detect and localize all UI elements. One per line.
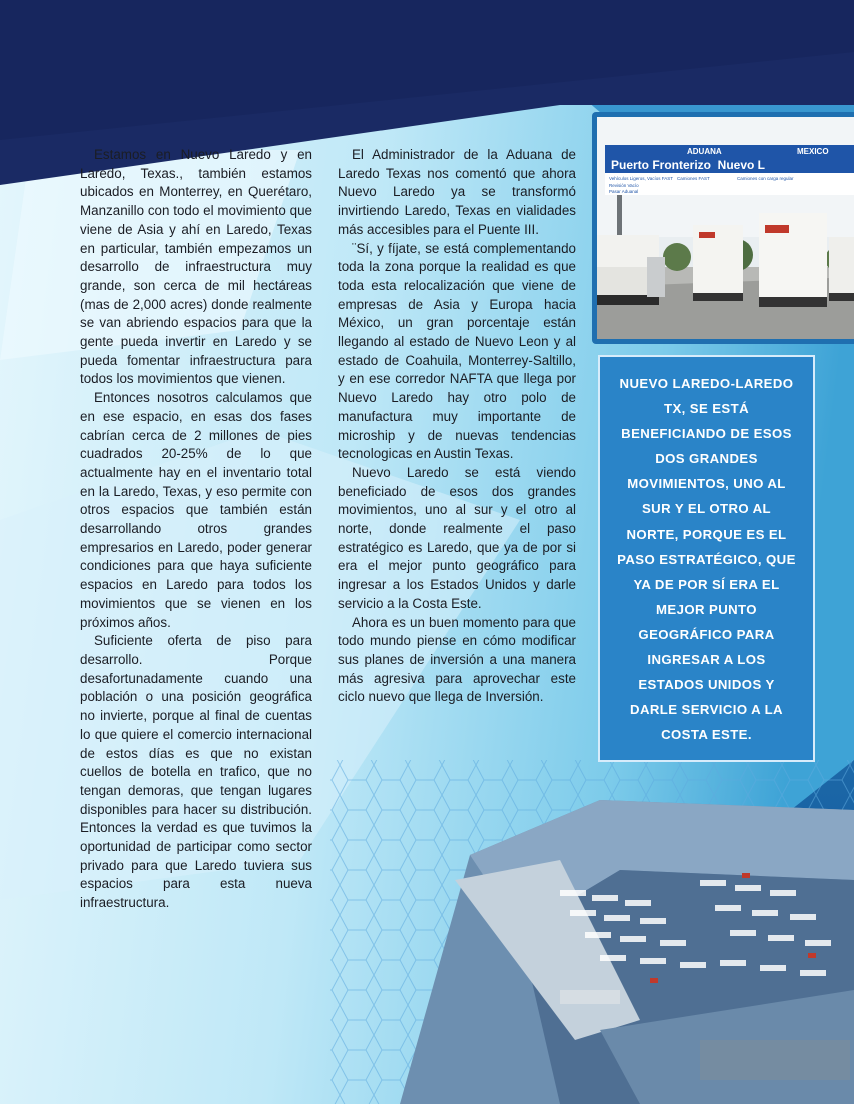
border-crossing-photo — [592, 112, 854, 344]
truck-left — [597, 235, 665, 305]
pull-quote-line: DOS GRANDES — [655, 451, 758, 467]
pull-quote-line: ESTADOS UNIDOS Y — [638, 677, 775, 693]
article-paragraph: Nuevo Laredo se está viendo beneficiado de esos dos grandes movimientos, uno al sur y el otro al norte, donde realmente el paso estratégico es Laredo, que ya de por si era el mejor punto geográfico para ingresar a los Estados Unidos y darle servicio a la Costa Este. — [338, 464, 576, 611]
pull-quote-line: NORTE, PORQUE ES EL — [626, 526, 787, 542]
sign-main: Puerto Fronterizo Nuevo L — [611, 158, 766, 172]
pull-quote-line: COSTA ESTE. — [661, 727, 752, 743]
pull-quote-line: TX, SE ESTÁ — [663, 401, 749, 417]
truck-far-right — [829, 237, 854, 301]
pull-quote-line: GEOGRÁFICO PARA — [638, 626, 775, 642]
pull-quote-line: INGRESAR A LOS — [647, 652, 766, 668]
sign-top-left: ADUANA — [687, 147, 722, 156]
sign-lane-3: Camiones con carga regular — [737, 176, 794, 181]
border-crossing-photo-image — [597, 117, 854, 339]
pull-quote-line: YA DE POR SÍ ERA EL — [633, 576, 780, 592]
pull-quote-line: SUR Y EL OTRO AL — [641, 501, 771, 517]
article-paragraph: Suficiente oferta de piso para desarrollo. Porque desafortunadamente cuando una población o una posición geográfica no invierte, porque al final de cuentas lo que quiere el comercio internacional de estos días es que no existan cuellos de botella en trafico, que no tengan demoras, que tengan lugares disponibles para hacer su distribución. Entonces la verdad es que tuvimos la oportunidad de participar como sector privado para que Laredo tuviera sus espacios para esta nueva infraestructura. — [80, 633, 312, 911]
pull-quote-line: NUEVO LAREDO-LAREDO — [619, 376, 794, 391]
sign-lane-4: Revisión Vacío — [609, 183, 639, 188]
article-left-column — [80, 146, 312, 913]
pull-quote-line: BENEFICIANDO DE ESOS — [621, 426, 792, 442]
sign-lane-2: Camiones FAST — [677, 176, 710, 181]
article-paragraph: ¨Sí, y fíjate, se está complementando toda la zona porque la realidad es que toda esta relocalización que viene de empresas de Asia y Europa hacia México, un gran porcentaje están llegando al estado de Nuevo Leon y al estado de Coahuila, Monterrey-Saltillo, y en ese corredor NAFTA que llega por Nuevo Laredo hay otro polo de manufactura muy importante de microship y de nuevas tendencias tecnologicas en Austin Texas. — [338, 240, 576, 462]
pull-quote-line: MOVIMIENTOS, UNO AL — [627, 476, 786, 492]
pull-quote-line: DARLE SERVICIO A LA — [630, 702, 783, 718]
article-paragraph: El Administrador de la Aduana de Laredo Texas nos comentó que ahora Nuevo Laredo ya se transformó invirtiendo Laredo, Texas en vialidades más accesibles para el Puente III. — [338, 147, 576, 237]
truck-right — [759, 213, 827, 307]
sign-top-right: MEXICO — [797, 147, 829, 156]
pull-quote-line: PASO ESTRATÉGICO, QUE — [617, 551, 796, 567]
pull-quote — [598, 355, 815, 762]
article-paragraph: Estamos en Nuevo Laredo y en Laredo, Texas., también estamos ubicados en Monterrey, en Querétaro, Manzanillo con todo el movimiento que viene de Asia y ahí en Laredo, Texas en particular, también empezamos un desarrollo de infraestructura muy grande, son cerca de mil hectáreas (mas de 2,000 acres) donde realmente se van abriendo espacios para que la gente pueda invertir en Laredo y se pueda fomentar infraestructura para todos los movimientos que vienen. — [80, 147, 312, 387]
article-paragraph: Ahora es un buen momento para que todo mundo piense en cómo modificar sus planes de inversión a una manera más agresiva para aprovechar este ciclo nuevo que llega de Inversión. — [338, 614, 576, 705]
article-paragraph: Entonces nosotros calculamos que en ese espacio, en esas dos fases cabrían cerca de 2 millones de pies cuadrados 20-25% de lo que actualmente hay en el inventario total en la Laredo, Texas, y eso permite con otros espacios que también están desarrollando otros grandes empresarios en Laredo, poder generar condiciones para que haya suficiente espacios en Laredo para todos los movimientos que se vienen en los próximos años. — [80, 390, 312, 630]
pull-quote-line: MEJOR PUNTO — [656, 601, 757, 617]
sign-lane-5: Pasar Aduanal — [609, 189, 639, 194]
article-middle-column — [338, 146, 576, 707]
sign-lane-1: Vehículos Ligeros, Vacíos FAST — [609, 176, 673, 181]
truck-center — [693, 225, 743, 301]
